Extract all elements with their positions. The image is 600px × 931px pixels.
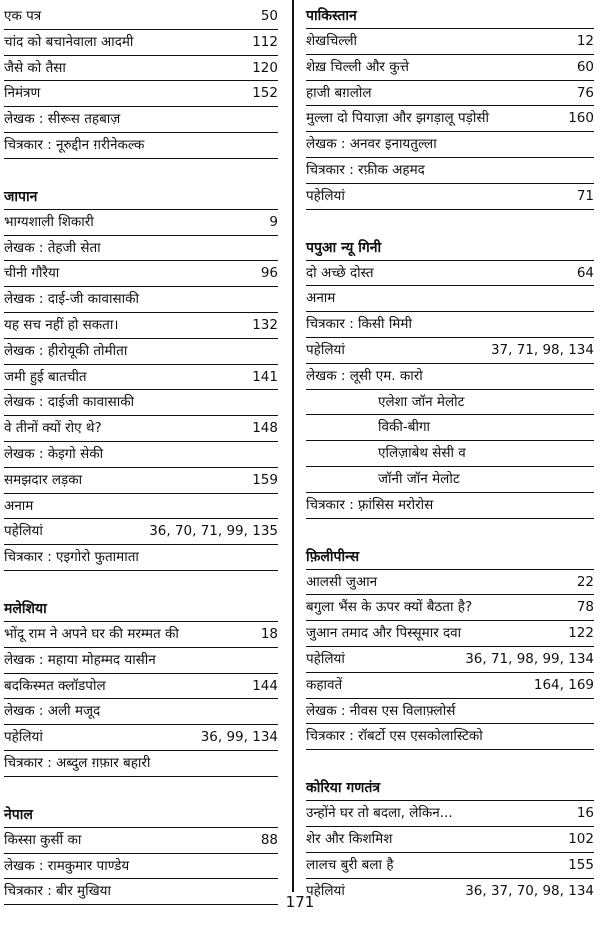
entry-title: चित्रकार : नूरुद्दीन ग़रीनेकल्क bbox=[4, 136, 145, 153]
entry-title: शेर और किशमिश bbox=[306, 830, 393, 847]
index-entry bbox=[306, 364, 594, 390]
index-entry bbox=[4, 545, 278, 571]
section-heading: पाकिस्तान bbox=[306, 4, 594, 29]
entry-title: लेखक : दाई-जी कावासाकी bbox=[4, 291, 140, 308]
entry-title: वे तीनों क्यों रोए थे? bbox=[4, 420, 102, 437]
entry-title: किस्सा कुर्सी का bbox=[4, 831, 82, 848]
entry-title: पहेलियां bbox=[306, 882, 345, 899]
index-entry bbox=[306, 81, 594, 107]
entry-title: पहेलियां bbox=[306, 341, 345, 358]
entry-page: 112 bbox=[252, 33, 278, 50]
index-entry bbox=[4, 107, 278, 133]
entry-title: लेखक : हीरोयूकी तोमीता bbox=[4, 342, 128, 359]
entry-page: 148 bbox=[252, 420, 278, 437]
entry-page: 88 bbox=[260, 831, 278, 848]
index-entry bbox=[4, 828, 278, 854]
index-entry bbox=[306, 724, 594, 750]
index-section bbox=[306, 236, 594, 519]
entry-title: एक पत्र bbox=[4, 8, 42, 24]
entry-page: 36, 37, 70, 98, 134 bbox=[465, 882, 594, 899]
entry-title: बदकिस्मत क्लॉडपोल bbox=[4, 677, 106, 694]
index-entry bbox=[306, 647, 594, 673]
entry-title: भोंदू राम ने अपने घर की मरम्मत की bbox=[4, 625, 179, 642]
index-entry bbox=[4, 416, 278, 442]
entry-title: जुआन तमाद और पिस्सूमार दवा bbox=[306, 625, 462, 642]
index-entry bbox=[306, 312, 594, 338]
entry-title: भाग्यशाली शिकारी bbox=[4, 213, 94, 230]
index-entry bbox=[306, 261, 594, 287]
section-heading: मलेशिया bbox=[4, 597, 278, 622]
entry-title: लेखक : केइगो सेकी bbox=[4, 445, 104, 462]
entry-page: 120 bbox=[252, 59, 278, 76]
index-entry bbox=[306, 853, 594, 879]
entry-page: 78 bbox=[576, 599, 594, 616]
entry-title: लेखक : महाया मोहम्मद यासीन bbox=[4, 651, 156, 668]
index-entry bbox=[306, 441, 594, 467]
index-entry bbox=[4, 494, 278, 520]
index-entry bbox=[4, 699, 278, 725]
entry-title: पहेलियां bbox=[4, 729, 43, 746]
index-entry bbox=[306, 29, 594, 55]
entry-page: 22 bbox=[576, 573, 594, 590]
entry-page: 155 bbox=[568, 856, 594, 873]
entry-page: 152 bbox=[252, 85, 278, 102]
entry-title: पहेलियां bbox=[306, 187, 345, 204]
entry-page: 64 bbox=[576, 264, 594, 281]
column-divider bbox=[292, 0, 294, 892]
entry-page: 12 bbox=[576, 33, 594, 49]
entry-page: 18 bbox=[260, 625, 278, 642]
index-entry bbox=[4, 133, 278, 159]
entry-title: चित्रकार : अब्दुल ग़फ़ार बहारी bbox=[4, 754, 151, 771]
entry-page: 71 bbox=[576, 187, 594, 204]
entry-page: 159 bbox=[252, 471, 278, 488]
entry-title: लेखक : तेहजी सेता bbox=[4, 239, 101, 256]
entry-page: 96 bbox=[260, 265, 278, 282]
entry-title: अनाम bbox=[4, 497, 34, 514]
index-section bbox=[306, 776, 594, 903]
index-entry bbox=[306, 595, 594, 621]
index-entry bbox=[4, 4, 278, 30]
index-entry bbox=[4, 287, 278, 313]
entry-page: 102 bbox=[568, 830, 594, 847]
entry-page: 36, 71, 98, 99, 134 bbox=[465, 650, 594, 667]
index-entry bbox=[4, 365, 278, 391]
index-entry bbox=[4, 30, 278, 56]
entry-page: 132 bbox=[252, 316, 278, 333]
entry-title: समझदार लड़का bbox=[4, 471, 83, 488]
entry-page: 50 bbox=[260, 8, 278, 24]
section-heading: कोरिया गणतंत्र bbox=[306, 776, 594, 801]
index-entry bbox=[306, 132, 594, 158]
entry-title: जमी हुई बातचीत bbox=[4, 368, 87, 385]
entry-page: 160 bbox=[568, 110, 594, 127]
entry-title: निमंत्रण bbox=[4, 85, 41, 102]
index-entry bbox=[306, 570, 594, 596]
section-heading: पपुआ न्यू गिनी bbox=[306, 236, 594, 261]
index-section bbox=[306, 545, 594, 751]
page-number: 171 bbox=[285, 893, 315, 911]
index-entry bbox=[306, 493, 594, 519]
entry-title: जैसे को तैसा bbox=[4, 59, 66, 76]
index-section bbox=[306, 4, 594, 210]
entry-title: हाजी बग़लोल bbox=[306, 84, 372, 101]
entry-title: लेखक : रामकुमार पाण्डेय bbox=[4, 857, 130, 874]
index-entry bbox=[306, 390, 594, 416]
index-entry bbox=[4, 261, 278, 287]
entry-title: लालच बुरी बला है bbox=[306, 856, 394, 873]
index-entry bbox=[4, 390, 278, 416]
entry-page: 144 bbox=[252, 677, 278, 694]
entry-title: लेखक : नीवस एस विलाफ़्लोर्स bbox=[306, 702, 456, 719]
index-entry bbox=[306, 338, 594, 364]
entry-title: मुल्ला दो पियाज़ा और झगड़ालू पड़ोसी bbox=[306, 110, 489, 127]
entry-title: उन्होंने घर तो बदला, लेकिन... bbox=[306, 805, 453, 822]
entry-page: 122 bbox=[568, 625, 594, 642]
index-entry bbox=[306, 673, 594, 699]
index-entry bbox=[306, 415, 594, 441]
entry-title: लेखक : दाईजी कावासाकी bbox=[4, 394, 135, 411]
entry-title: लेखक : अली मजूद bbox=[4, 703, 101, 720]
entry-title: एलिज़ाबेथ सेसी व bbox=[378, 445, 466, 462]
index-section bbox=[4, 803, 278, 905]
entry-title: शेख़ चिल्ली और कुत्ते bbox=[306, 58, 409, 75]
entry-title: चित्रकार : एइगोरो फुतामाता bbox=[4, 549, 139, 566]
index-entry bbox=[4, 210, 278, 236]
section-heading: नेपाल bbox=[4, 803, 278, 828]
index-entry bbox=[306, 699, 594, 725]
entry-title: यह सच नहीं हो सकता। bbox=[4, 316, 119, 333]
index-entry bbox=[306, 827, 594, 853]
entry-title: चित्रकार : किसी मिमी bbox=[306, 316, 412, 333]
entry-title: विकी-बीगा bbox=[378, 419, 431, 436]
right-column bbox=[306, 4, 594, 929]
section-heading: जापान bbox=[4, 185, 278, 210]
entry-title: लेखक : सीरूस तहबाज़ bbox=[4, 111, 121, 128]
entry-page: 16 bbox=[576, 805, 594, 822]
index-entry bbox=[306, 158, 594, 184]
entry-page: 36, 99, 134 bbox=[200, 729, 278, 746]
entry-page: 36, 70, 71, 99, 135 bbox=[149, 523, 278, 540]
index-entry bbox=[4, 339, 278, 365]
section-heading: फ़िलीपीन्स bbox=[306, 545, 594, 570]
index-entry bbox=[4, 313, 278, 339]
entry-title: चित्रकार : रॉबर्टो एस एसकोलास्टिको bbox=[306, 728, 483, 745]
entry-title: चित्रकार : बीर मुखिया bbox=[4, 883, 111, 900]
entry-title: अनाम bbox=[306, 290, 336, 307]
index-entry bbox=[4, 81, 278, 107]
index-entry bbox=[4, 674, 278, 700]
entry-title: लेखक : अनवर इनायतुल्ला bbox=[306, 136, 437, 153]
entry-page: 76 bbox=[576, 84, 594, 101]
index-entry bbox=[306, 184, 594, 210]
index-entry bbox=[306, 621, 594, 647]
entry-title: आलसी जुआन bbox=[306, 573, 378, 590]
index-entry bbox=[4, 648, 278, 674]
left-column bbox=[4, 4, 278, 931]
entry-title: चीनी गौरैया bbox=[4, 265, 60, 282]
index-entry bbox=[4, 468, 278, 494]
index-entry bbox=[4, 519, 278, 545]
entry-page: 60 bbox=[576, 58, 594, 75]
entry-title: दो अच्छे दोस्त bbox=[306, 264, 374, 281]
index-entry bbox=[4, 751, 278, 777]
index-entry bbox=[4, 442, 278, 468]
index-section bbox=[4, 597, 278, 777]
entry-title: लेखक : लूसी एम. कारो bbox=[306, 367, 423, 384]
index-entry bbox=[306, 801, 594, 827]
entry-title: चित्रकार : फ़्रांसिस मरोरोस bbox=[306, 496, 434, 513]
index-entry bbox=[4, 236, 278, 262]
index-entry bbox=[306, 106, 594, 132]
index-entry bbox=[306, 55, 594, 81]
index-section bbox=[4, 185, 278, 571]
index-entry bbox=[4, 56, 278, 82]
entry-title: जॉनी जॉन मेलोट bbox=[378, 470, 460, 487]
entry-page: 9 bbox=[269, 213, 278, 230]
entry-title: पहेलियां bbox=[4, 523, 43, 540]
index-entry bbox=[306, 286, 594, 312]
entry-title: पहेलियां bbox=[306, 650, 345, 667]
entry-title: बगुला भैंस के ऊपर क्यों बैठता है? bbox=[306, 599, 473, 616]
entry-title: चांद को बचानेवाला आदमी bbox=[4, 33, 134, 50]
entry-page: 164, 169 bbox=[533, 676, 594, 693]
index-entry bbox=[306, 467, 594, 493]
entry-title: एलेशा जॉन मेलोट bbox=[378, 393, 465, 410]
index-entry bbox=[4, 854, 278, 880]
index-entry bbox=[4, 725, 278, 751]
entry-title: कहावतें bbox=[306, 676, 343, 693]
entry-page: 141 bbox=[252, 368, 278, 385]
index-section bbox=[4, 4, 278, 159]
entry-title: चित्रकार : रफ़ीक अहमद bbox=[306, 161, 425, 178]
entry-title: शेखचिल्ली bbox=[306, 33, 358, 49]
index-entry bbox=[4, 622, 278, 648]
entry-page: 37, 71, 98, 134 bbox=[490, 341, 594, 358]
